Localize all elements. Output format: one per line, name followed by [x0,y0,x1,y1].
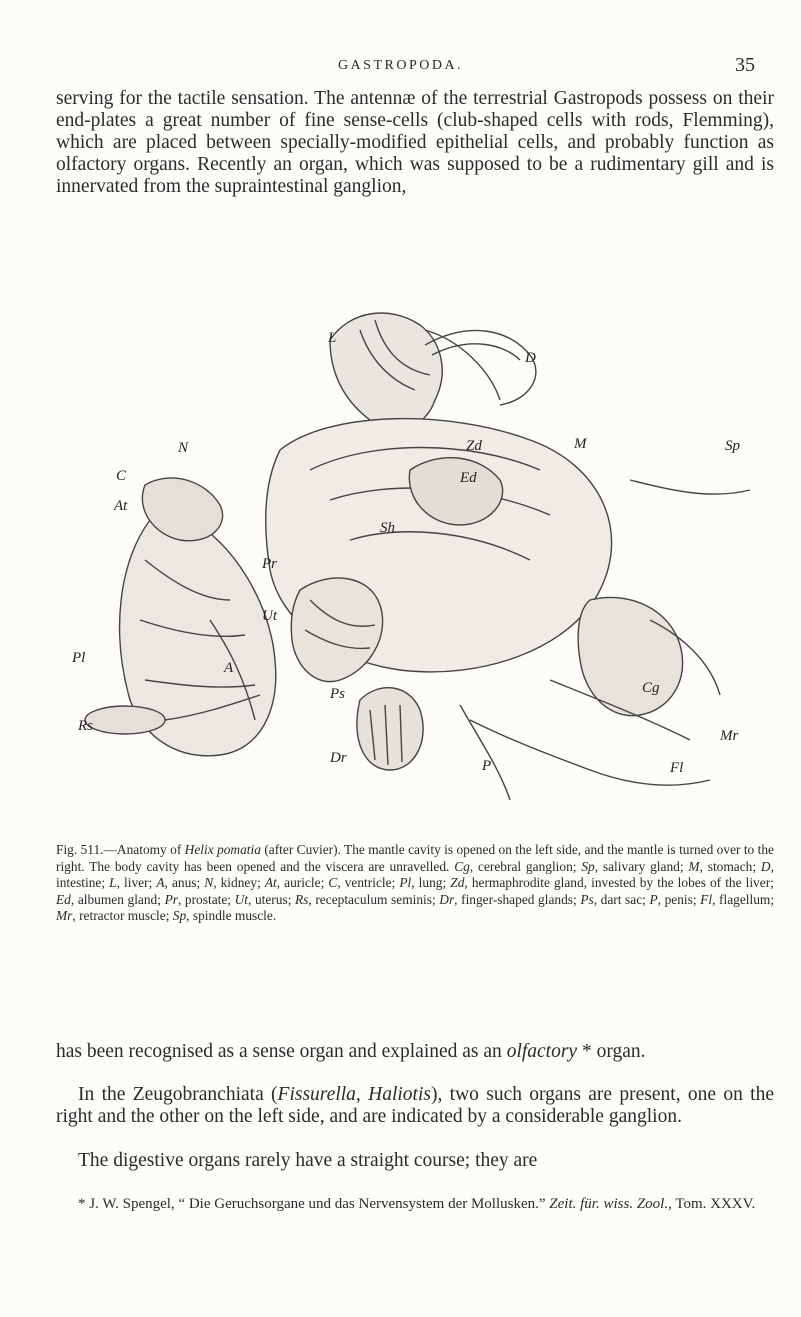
label-L: L [328,330,337,346]
caption-desc: salivary gland [602,858,680,874]
label-P: P [482,758,492,774]
caption-key: Pr [164,891,178,907]
footnote-marker: * [78,1196,86,1212]
finger-glands [357,688,423,770]
label-Sp: Sp [725,438,740,454]
caption-desc: cerebral ganglion [478,858,573,874]
caption-key: Ps [580,891,594,907]
page-number: 35 [735,54,755,76]
label-Dr: Dr [330,750,347,766]
footnote: * J. W. Spengel, “ Die Geruchsorgane und das Nervensystem der Mollusken.” Zeit. für. wiss. Zool., Tom. XXXV. [78,1196,756,1212]
caption-key: P [649,891,658,907]
caption-legend: Cg, cerebral ganglion; Sp, salivary gland; M, stomach; D, intestine; L, liver; A, anus; N, kidney; At, auricle; C, ventricle; Pl, lung; Zd, hermaphrodite gland, invested by the lobes of the liver; Ed, albumen gland; Pr, prostate; Ut, uterus; Rs, receptaculum seminis; Dr, finger-shaped glands; Ps, dart sac; P, penis; Fl, flagellum; Mr, retractor muscle; Sp, spindle muscle. [56,858,775,924]
genus-fissurella: Fissurella [277,1084,356,1105]
penis [460,705,510,800]
label-A: A [224,660,234,676]
genus-haliotis: Haliotis [368,1084,431,1105]
caption-desc: hermaphrodite gland, invested by the lobes of the liver [471,875,771,891]
label-Cg: Cg [642,680,660,696]
body-paragraph-1: serving for the tactile sensation. The antennæ of the terrestrial Gastropods possess on their end-plates a great number of fine sense-cells (club-shaped cells with rods, Flemming), which are placed between specially-modified epithelial cells, and probably function as olfactory organs. Recently an organ, which was supposed to be a rudimentary gill and is innervated from the supraintestinal ganglion, [56,88,774,197]
caption-desc: uterus [254,891,288,907]
caption-key: N [204,875,214,891]
label-N: N [178,440,189,456]
caption-key: At [264,875,277,891]
caption-key: A [156,875,165,891]
caption-fig-label: Fig. 511. [56,842,104,857]
body-paragraph-3: In the Zeugobranchiata (Fissurella, Haliotis), two such organs are present, one on the right and the other on the left side, and are indicated by a considerable ganglion. [56,1084,775,1127]
label-Pr: Pr [262,556,277,572]
caption-key: L [109,875,117,891]
label-Zd: Zd [466,438,482,454]
caption-desc: dart sac [600,891,643,907]
label-M: M [574,436,587,452]
label-Pl: Pl [72,650,86,666]
caption-desc: albumen gland [77,891,158,907]
label-Ut: Ut [262,608,277,624]
caption-key: Dr [439,891,455,907]
caption-key: Ut [234,891,249,907]
figure-caption: Fig. 511.—Anatomy of Helix pomatia (after Cuvier). The mantle cavity is opened on the left side, and the mantle is turned over to the right. The body cavity has been opened and the viscera are unravelled. Cg, cerebral ganglion; Sp, salivary gland; M, stomach; D, intestine; L, liver; A, anus; N, kidney; At, auricle; C, ventricle; Pl, lung; Zd, hermaphrodite gland, invested by the lobes of the liver; Ed, albumen gland; Pr, prostate; Ut, uterus; Rs, receptaculum seminis; Dr, finger-shaped glands; Ps, dart sac; P, penis; Fl, flagellum; Mr, retractor muscle; Sp, spindle muscle. [56,842,775,924]
uterus [291,578,382,682]
caption-desc: finger-shaped glands [461,891,573,907]
caption-desc: anus [171,875,197,891]
caption-key: Fl [700,891,713,907]
caption-desc: spindle muscle [192,908,273,924]
caption-desc: ventricle [344,875,392,891]
label-D: D [525,350,536,366]
label-At: At [114,498,128,514]
caption-desc: receptaculum seminis [315,891,432,907]
emphasis-olfactory: olfactory [506,1041,578,1062]
caption-desc: stomach [707,858,753,874]
caption-key: D [760,858,771,874]
label-Fl: Fl [670,760,684,776]
body-paragraph-2: has been recognised as a sense organ and explained as an olfactory * organ. [56,1041,646,1062]
caption-desc: lung [418,875,443,891]
spindle-muscle [630,480,750,494]
caption-desc: kidney [220,875,258,891]
caption-key: Sp [581,858,595,874]
caption-key: Mr [56,908,73,924]
caption-key: Rs [295,891,309,907]
caption-desc: intestine [56,875,102,891]
label-Ps: Ps [330,686,345,702]
caption-desc: auricle [284,875,321,891]
label-Ed: Ed [460,470,477,486]
receptaculum [85,706,165,734]
label-Mr: Mr [720,728,739,744]
caption-key: M [688,858,700,874]
figure-helix-anatomy [30,300,790,820]
caption-key: C [328,875,338,891]
label-C: C [116,468,127,484]
label-Sh: Sh [380,520,395,536]
caption-species: Helix pomatia [184,842,261,857]
label-Rs: Rs [78,718,93,734]
running-head [0,54,801,82]
caption-desc: liver [124,875,149,891]
footnote-journal: Zeit. für. wiss. Zool. [549,1196,669,1212]
caption-key: Zd [450,875,465,891]
running-title: GASTROPODA. [337,58,464,73]
caption-key: Ed [56,891,71,907]
caption-desc: penis [664,891,693,907]
caption-desc: retractor muscle [79,908,166,924]
caption-desc: prostate [184,891,228,907]
body-paragraph-4: The digestive organs rarely have a straight course; they are [78,1150,538,1171]
caption-key: Cg [454,858,470,874]
caption-desc: flagellum [719,891,771,907]
caption-key: Pl [399,875,412,891]
figure-illustration [85,313,750,800]
caption-key: Sp [172,908,187,924]
